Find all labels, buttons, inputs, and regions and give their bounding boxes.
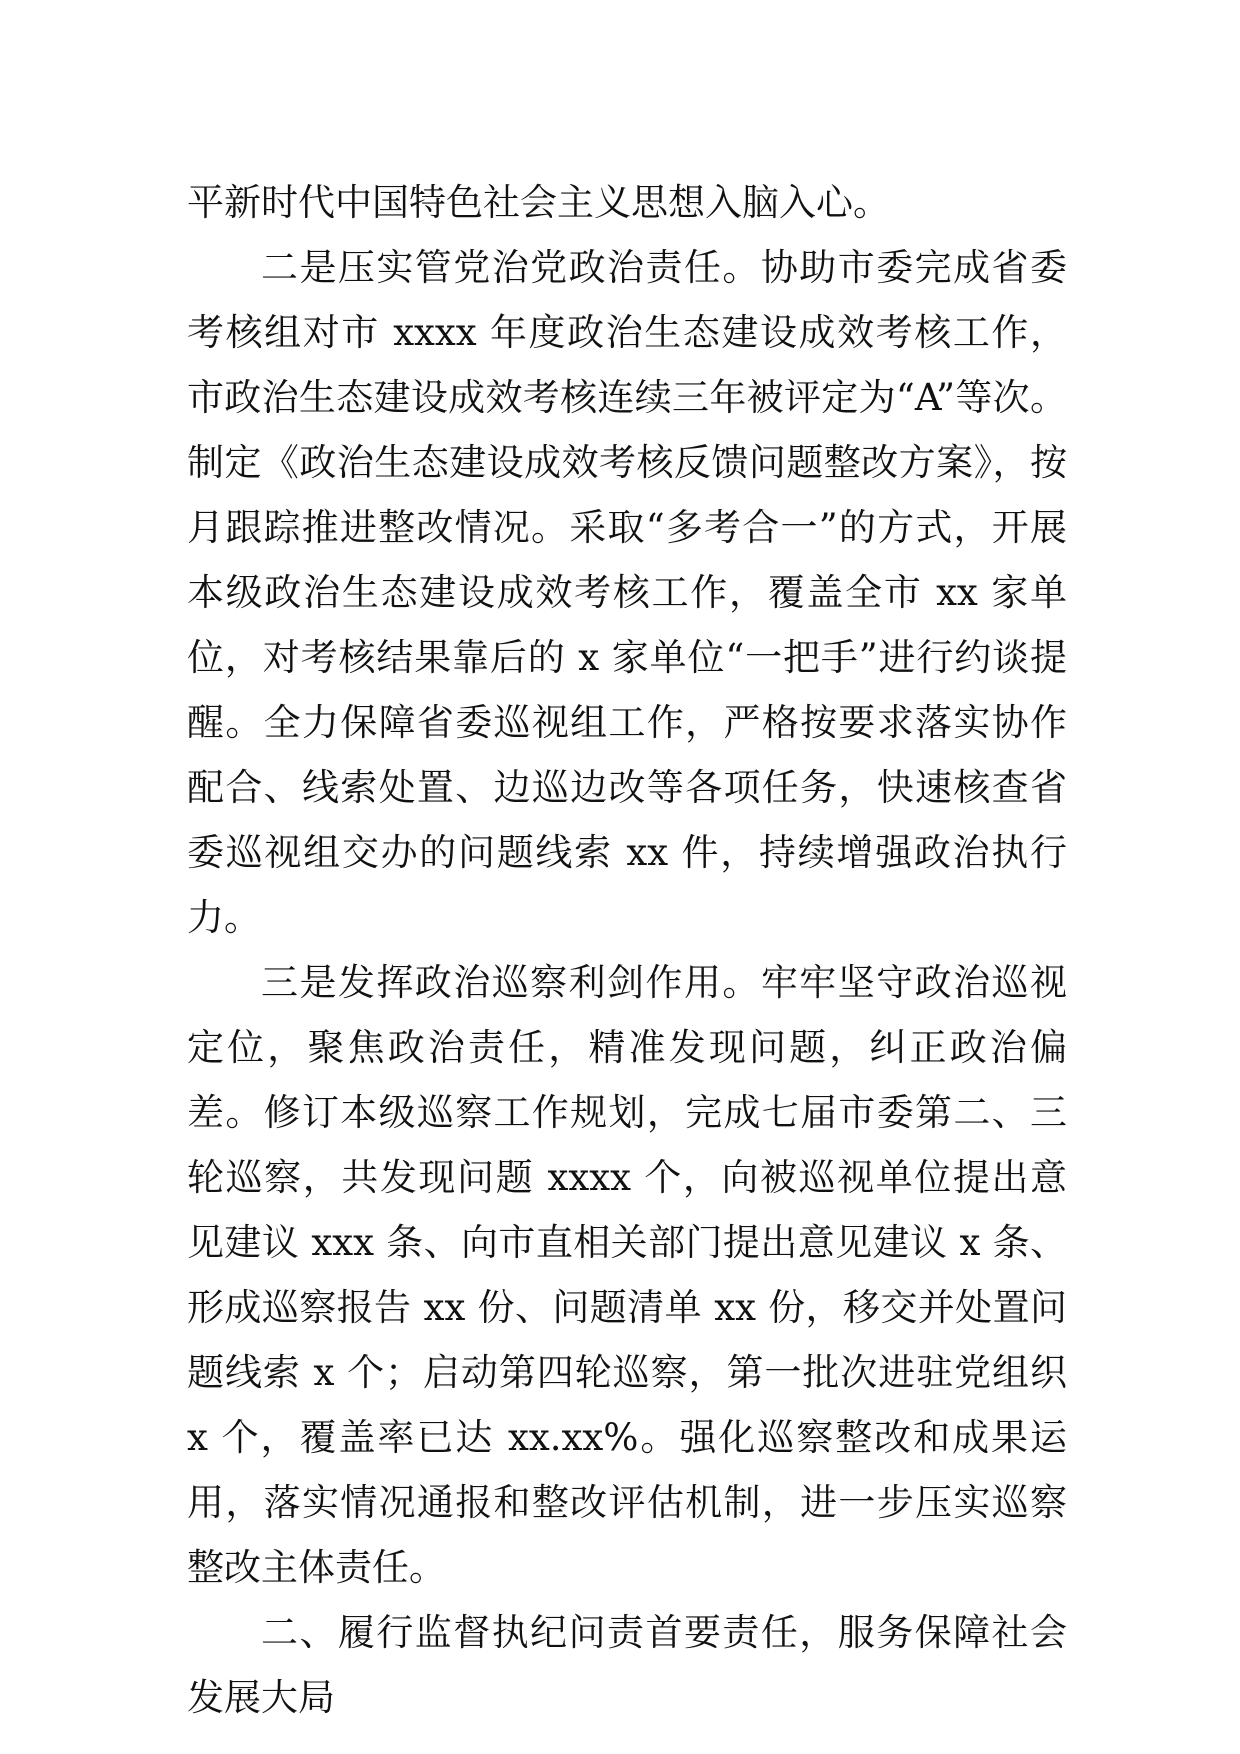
paragraph-continuation: 平新时代中国特色社会主义思想入脑入心。 xyxy=(187,181,890,224)
paragraph-political-responsibility: 二是压实管党治党政治责任。协助市委完成省委考核组对市 xxxx 年度政治生态建设成效考核工作，市政治生态建设成效考核连续三年被评定为“A”等次。制定《政治生态建设成效考核反馈问题整改方案》，按月跟踪推进整改情况。采取“多考合一”的方式，开展本级政治生态建设成效考核工作，覆盖全市 xx 家单位，对考核结果靠后的 x 家单位“一把手”进行约谈提醒。全力保障省委巡视组工作，严格按要求落实协作配合、线索处置、边巡边改等各项任务，快速核查省委巡视组交办的问题线索 xx 件，持续增强政治执行力。 xyxy=(187,246,1067,939)
document-body xyxy=(187,170,1067,1730)
paragraph-political-inspection: 三是发挥政治巡察利剑作用。牢牢坚守政治巡视定位，聚焦政治责任，精准发现问题，纠正政治偏差。修订本级巡察工作规划，完成七届市委第二、三轮巡察，共发现问题 xxxx 个，向被巡视单位提出意见建议 xxx 条、向市直相关部门提出意见建议 x 条、形成巡察报告 xx 份、问题清单 xx 份，移交并处置问题线索 x 个；启动第四轮巡察，第一批次进驻党组织 x 个，覆盖率已达 xx.xx%。强化巡察整改和成果运用，落实情况通报和整改评估机制，进一步压实巡察整改主体责任。 xyxy=(187,961,1067,1589)
section-heading: 二、履行监督执纪问责首要责任，服务保障社会发展大局 xyxy=(187,1611,1067,1719)
